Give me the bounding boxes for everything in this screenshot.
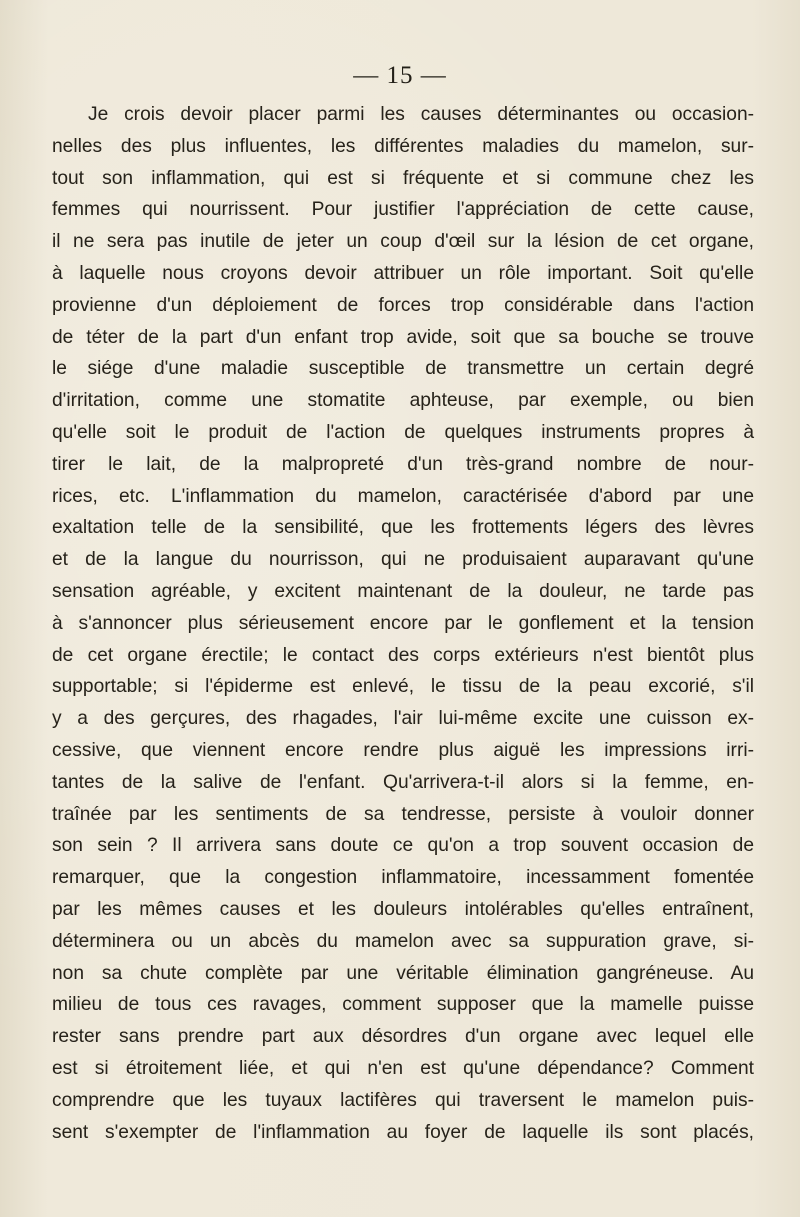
text-line: déterminera ou un abcès du mamelon avec sa suppuration grave, si- (52, 930, 754, 952)
text-line: de cet organe érectile; le contact des corps extérieurs n'est bientôt plus (52, 644, 754, 666)
text-line: d'irritation, comme une stomatite aphteuse, par exemple, ou bien (52, 390, 754, 412)
text-line: y a des gerçures, des rhagades, l'air lui-même excite une cuisson ex- (52, 708, 754, 730)
text-line: est si étroitement liée, et qui n'en est qu'une dépendance? Comment (52, 1057, 754, 1079)
text-line: rester sans prendre part aux désordres d'un organe avec lequel elle (52, 1026, 754, 1048)
text-line: tantes de la salive de l'enfant. Qu'arrivera-t-il alors si la femme, en- (52, 771, 754, 793)
text-line: le siége d'une maladie susceptible de transmettre un certain degré (52, 358, 754, 380)
text-line: femmes qui nourrissent. Pour justifier l'appréciation de cette cause, (52, 199, 754, 221)
text-line: rices, etc. L'inflammation du mamelon, caractérisée d'abord par une (52, 485, 754, 507)
text-line: exaltation telle de la sensibilité, que les frottements légers des lèvres (52, 517, 754, 539)
text-line: tirer le lait, de la malpropreté d'un très-grand nombre de nour- (52, 453, 754, 475)
text-line: qu'elle soit le produit de l'action de quelques instruments propres à (52, 421, 754, 443)
text-line: supportable; si l'épiderme est enlevé, le tissu de la peau excorié, s'il (52, 676, 754, 698)
text-line: provienne d'un déploiement de forces trop considérable dans l'action (52, 294, 754, 316)
text-line: sensation agréable, y excitent maintenant de la douleur, ne tarde pas (52, 580, 754, 602)
text-line: comprendre que les tuyaux lactifères qui traversent le mamelon puis- (52, 1089, 754, 1111)
text-line: sent s'exempter de l'inflammation au foyer de laquelle ils sont placés, (52, 1121, 754, 1143)
text-line: Je crois devoir placer parmi les causes déterminantes ou occasion- (88, 104, 754, 125)
text-line: et de la langue du nourrisson, qui ne produisaient auparavant qu'une (52, 549, 754, 571)
text-line: milieu de tous ces ravages, comment supposer que la mamelle puisse (52, 994, 754, 1016)
body-paragraph (52, 99, 754, 1148)
text-line: à laquelle nous croyons devoir attribuer un rôle important. Soit qu'elle (52, 262, 754, 284)
text-line: traînée par les sentiments de sa tendresse, persiste à vouloir donner (52, 803, 754, 825)
text-line: nelles des plus influentes, les différentes maladies du mamelon, sur- (52, 135, 754, 157)
text-line: son sein ? Il arrivera sans doute ce qu'on a trop souvent occasion de (52, 835, 754, 857)
page-number: — 15 — (353, 62, 447, 89)
text-line: à s'annoncer plus sérieusement encore par le gonflement et la tension (52, 612, 754, 634)
text-line: non sa chute complète par une véritable élimination gangréneuse. Au (52, 962, 754, 984)
text-line: de téter de la part d'un enfant trop avide, soit que sa bouche se trouve (52, 326, 754, 348)
text-line: remarquer, que la congestion inflammatoire, incessamment fomentée (52, 867, 754, 889)
text-line: cessive, que viennent encore rendre plus aiguë les impressions irri- (52, 739, 754, 761)
text-line: il ne sera pas inutile de jeter un coup d'œil sur la lésion de cet organe, (52, 231, 754, 253)
text-line: tout son inflammation, qui est si fréquente et si commune chez les (52, 167, 754, 189)
text-line: par les mêmes causes et les douleurs intolérables qu'elles entraînent, (52, 898, 754, 920)
